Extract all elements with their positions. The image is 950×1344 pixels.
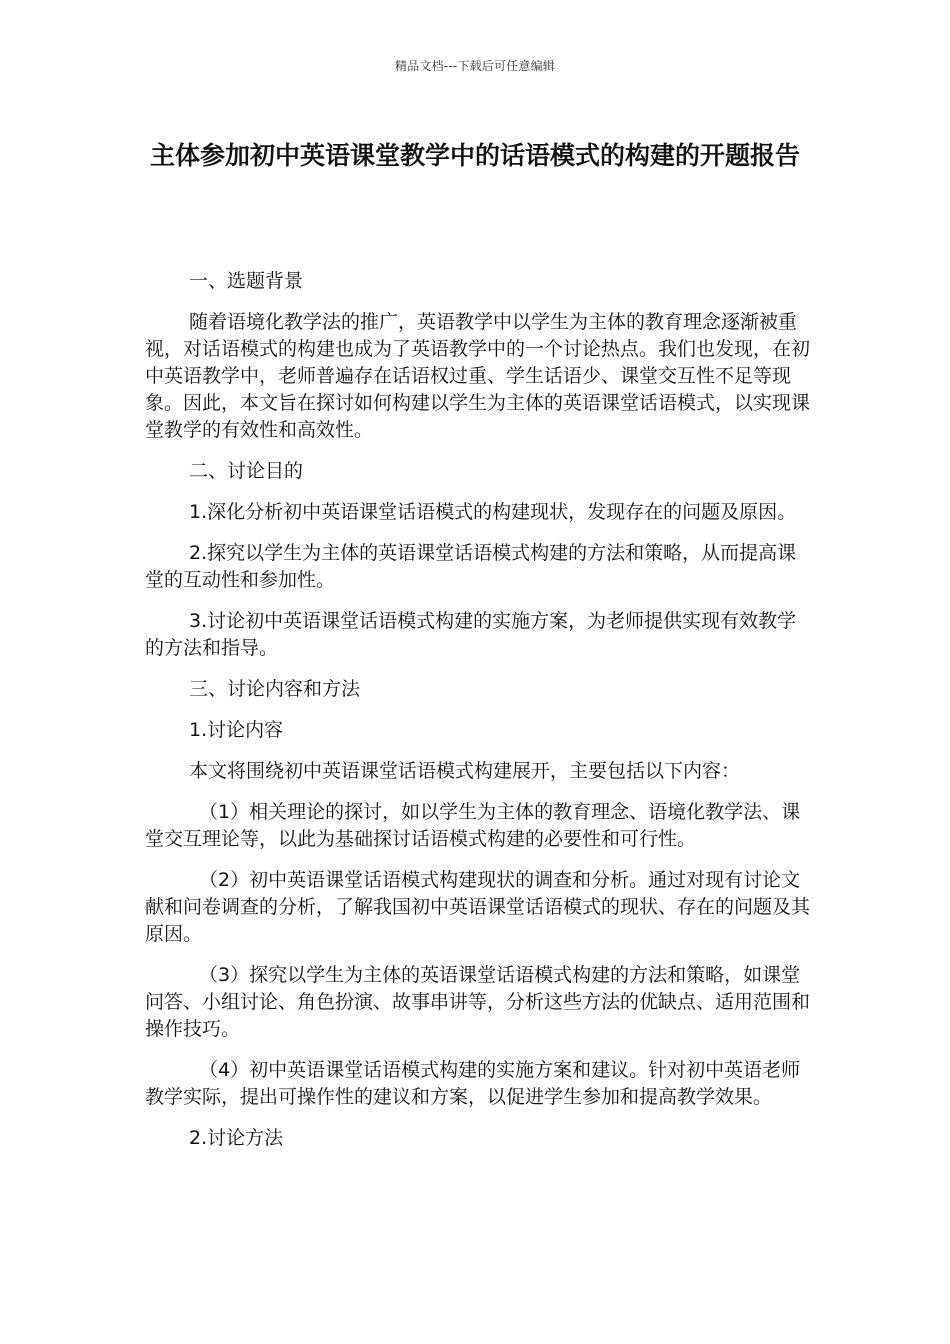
subheading-method: 2.讨论方法 bbox=[189, 1127, 284, 1149]
paragraph-content-item-1: （1）相关理论的探讨，如以学生为主体的教育理念、语境化教学法、课堂交互理论等，以此为基础探讨话语模式构建的必要性和可行性。 bbox=[145, 801, 801, 850]
paragraph-content-item-4: （4）初中英语课堂话语模式构建的实施方案和建议。针对初中英语老师教学实际，提出可操作性的建议和方案，以促进学生参加和提高教学效果。 bbox=[145, 1059, 801, 1108]
paragraph-content-item-2: （2）初中英语课堂话语模式构建现状的调查和分析。通过对现有讨论文献和问卷调查的分析，了解我国初中英语课堂话语模式的现状、存在的问题及其原因。 bbox=[145, 869, 811, 945]
subheading-content: 1.讨论内容 bbox=[189, 719, 284, 741]
section-heading-purpose: 二、讨论目的 bbox=[189, 460, 304, 482]
paragraph-content-item-3: （3）探究以学生为主体的英语课堂话语模式构建的方法和策略，如课堂问答、小组讨论、角色扮演、故事串讲等，分析这些方法的优缺点、适用范围和操作技巧。 bbox=[145, 964, 811, 1040]
paragraph-purpose-1: 1.深化分析初中英语课堂话语模式的构建现状，发现存在的问题及原因。 bbox=[189, 501, 797, 523]
paragraph-purpose-2: 2.探究以学生为主体的英语课堂话语模式构建的方法和策略，从而提高课堂的互动性和参加性。 bbox=[145, 542, 797, 591]
header-note: 精品文档---下载后可任意编辑 bbox=[395, 59, 555, 73]
document-body bbox=[145, 268, 813, 1166]
page-title: 主体参加初中英语课堂教学中的话语模式的构建的开题报告 bbox=[149, 141, 800, 170]
section-heading-background: 一、选题背景 bbox=[189, 270, 304, 292]
paragraph-purpose-3: 3.讨论初中英语课堂话语模式构建的实施方案，为老师提供实现有效教学的方法和指导。 bbox=[145, 610, 797, 659]
paragraph-content-intro: 本文将围绕初中英语课堂话语模式构建展开，主要包括以下内容： bbox=[189, 760, 741, 782]
paragraph-background: 随着语境化教学法的推广，英语教学中以学生为主体的教育理念逐渐被重视，对话语模式的构建也成为了英语教学中的一个讨论热点。我们也发现，在初中英语教学中，老师普遍存在话语权过重、学生话语少、课堂交互性不足等现象。因此，本文旨在探讨如何构建以学生为主体的英语课堂话语模式，以实现课堂教学的有效性和高效性。 bbox=[145, 311, 811, 441]
section-heading-content-method: 三、讨论内容和方法 bbox=[189, 678, 361, 700]
